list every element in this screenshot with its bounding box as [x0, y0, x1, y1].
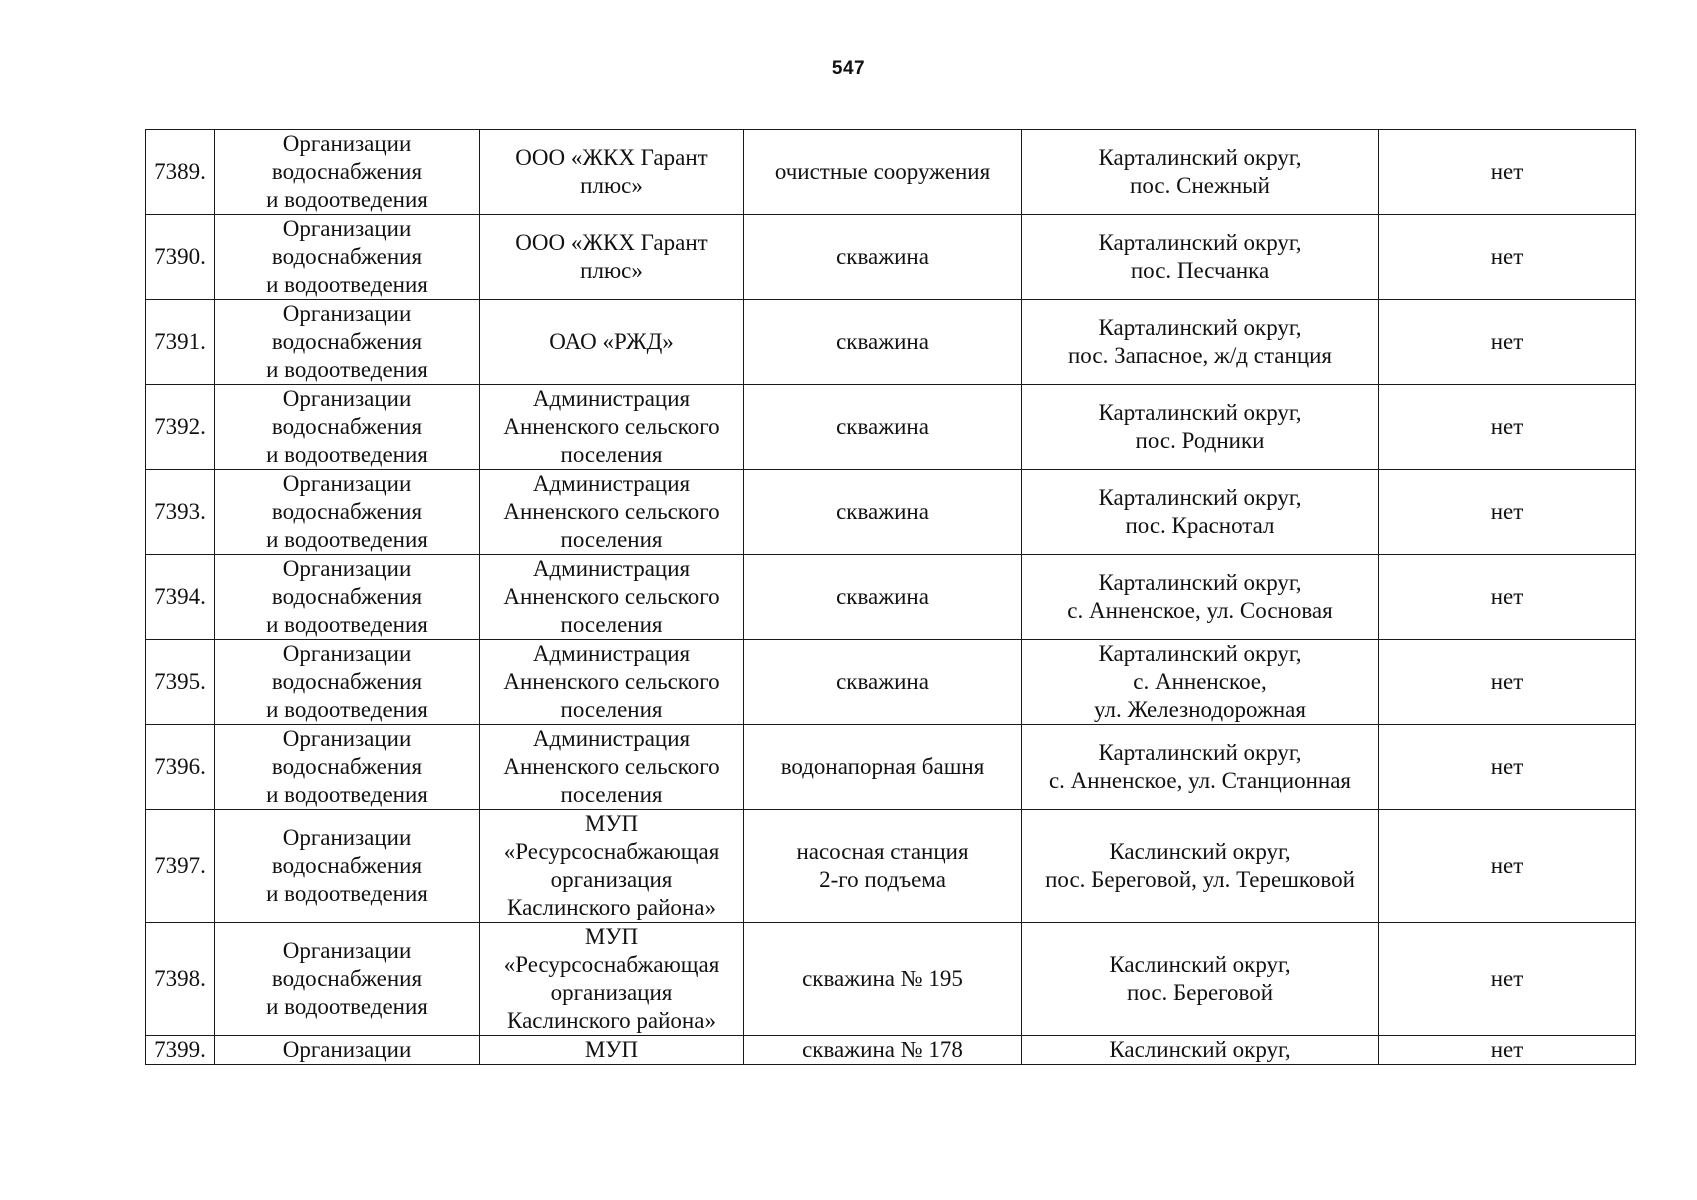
flag-cell: нет	[1379, 810, 1636, 923]
cell-text-line: скважина	[836, 584, 929, 609]
cell-text-line: Организации	[282, 131, 412, 156]
object-cell	[744, 810, 1022, 923]
cell-text-line: и водоотведения	[266, 272, 428, 297]
cell-text-line: Каслинский округ,	[1109, 952, 1291, 977]
object-cell	[744, 470, 1022, 555]
category-cell	[215, 385, 480, 470]
address-cell	[1022, 640, 1379, 725]
cell-text-line: с. Анненское,	[1133, 669, 1267, 694]
cell-text-line: водоснабжения	[271, 499, 423, 524]
flag-cell: нет	[1379, 130, 1636, 215]
row-number-cell: 7398.	[146, 923, 215, 1036]
table-row	[146, 555, 1636, 640]
category-cell	[215, 1036, 480, 1065]
category-cell	[215, 555, 480, 640]
row-number-cell: 7392.	[146, 385, 215, 470]
flag-cell: нет	[1379, 300, 1636, 385]
cell-text-line: водонапорная башня	[780, 754, 985, 779]
organization-cell	[480, 470, 744, 555]
cell-text-line: Анненского сельского	[503, 669, 720, 694]
cell-text-line: пос. Снежный	[1130, 173, 1270, 198]
cell-text-line: Карталинский округ,	[1098, 145, 1302, 170]
table-row	[146, 725, 1636, 810]
row-number-cell: 7393.	[146, 470, 215, 555]
row-number-cell: 7389.	[146, 130, 215, 215]
address-cell	[1022, 555, 1379, 640]
flag-cell: нет	[1379, 215, 1636, 300]
cell-text-line: поселения	[560, 782, 663, 807]
table-row	[146, 215, 1636, 300]
cell-text-line: скважина	[836, 414, 929, 439]
cell-text-line: пос. Краснотал	[1125, 513, 1275, 538]
address-cell	[1022, 130, 1379, 215]
flag-cell: нет	[1379, 725, 1636, 810]
cell-text-line: Организации	[282, 301, 412, 326]
organization-cell	[480, 810, 744, 923]
cell-text-line: скважина	[836, 499, 929, 524]
table-row	[146, 640, 1636, 725]
object-cell	[744, 923, 1022, 1036]
row-number-cell: 7395.	[146, 640, 215, 725]
cell-text-line: и водоотведения	[266, 442, 428, 467]
cell-text-line: Анненского сельского	[503, 414, 720, 439]
cell-text-line: Карталинский округ,	[1098, 400, 1302, 425]
organization-cell	[480, 923, 744, 1036]
cell-text-line: Администрация	[532, 556, 691, 581]
table-row	[146, 923, 1636, 1036]
cell-text-line: водоснабжения	[271, 329, 423, 354]
cell-text-line: поселения	[560, 442, 663, 467]
category-cell	[215, 810, 480, 923]
organization-cell	[480, 300, 744, 385]
category-cell	[215, 215, 480, 300]
table-row	[146, 130, 1636, 215]
cell-text-line: МУП	[584, 924, 639, 949]
table-row	[146, 470, 1636, 555]
cell-text-line: скважина	[836, 329, 929, 354]
cell-text-line: Организации	[282, 938, 412, 963]
address-cell	[1022, 470, 1379, 555]
cell-text-line: Организации	[282, 471, 412, 496]
category-cell	[215, 923, 480, 1036]
page-number: 547	[831, 58, 866, 79]
cell-text-line: скважина	[836, 669, 929, 694]
flag-cell: нет	[1379, 470, 1636, 555]
organization-cell	[480, 555, 744, 640]
object-cell	[744, 555, 1022, 640]
table-row	[146, 810, 1636, 923]
cell-text-line: Карталинский округ,	[1098, 570, 1302, 595]
cell-text-line: водоснабжения	[271, 966, 423, 991]
cell-text-line: Администрация	[532, 726, 691, 751]
table-row	[146, 1036, 1636, 1065]
cell-text-line: организация	[550, 980, 673, 1005]
row-number-cell: 7397.	[146, 810, 215, 923]
cell-text-line: «Ресурсоснабжающая	[503, 839, 720, 864]
cell-text-line: поселения	[560, 697, 663, 722]
cell-text-line: Каслинский округ,	[1109, 1037, 1291, 1062]
cell-text-line: Анненского сельского	[503, 584, 720, 609]
category-cell	[215, 130, 480, 215]
cell-text-line: пос. Запасное, ж/д станция	[1067, 343, 1333, 368]
cell-text-line: водоснабжения	[271, 244, 423, 269]
cell-text-line: поселения	[560, 612, 663, 637]
address-cell	[1022, 215, 1379, 300]
cell-text-line: с. Анненское, ул. Сосновая	[1067, 598, 1333, 623]
cell-text-line: водоснабжения	[271, 159, 423, 184]
organization-cell	[480, 640, 744, 725]
cell-text-line: очистные сооружения	[774, 159, 991, 184]
table-row	[146, 385, 1636, 470]
registry-table	[145, 129, 1636, 1065]
address-cell	[1022, 385, 1379, 470]
cell-text-line: пос. Песчанка	[1130, 258, 1270, 283]
cell-text-line: пос. Родники	[1135, 428, 1265, 453]
cell-text-line: Организации	[282, 556, 412, 581]
cell-text-line: скважина	[836, 244, 929, 269]
cell-text-line: и водоотведения	[266, 187, 428, 212]
cell-text-line: Администрация	[532, 471, 691, 496]
cell-text-line: «Ресурсоснабжающая	[503, 952, 720, 977]
cell-text-line: водоснабжения	[271, 669, 423, 694]
cell-text-line: Организации	[282, 1037, 412, 1062]
cell-text-line: Администрация	[532, 386, 691, 411]
organization-cell	[480, 215, 744, 300]
category-cell	[215, 470, 480, 555]
cell-text-line: Организации	[282, 726, 412, 751]
cell-text-line: Организации	[282, 825, 412, 850]
cell-text-line: и водоотведения	[266, 697, 428, 722]
cell-text-line: пос. Береговой, ул. Терешковой	[1045, 867, 1355, 892]
cell-text-line: Администрация	[532, 641, 691, 666]
address-cell	[1022, 923, 1379, 1036]
address-cell	[1022, 300, 1379, 385]
cell-text-line: и водоотведения	[266, 782, 428, 807]
object-cell	[744, 130, 1022, 215]
cell-text-line: Карталинский округ,	[1098, 230, 1302, 255]
cell-text-line: Организации	[282, 386, 412, 411]
cell-text-line: организация	[550, 867, 673, 892]
row-number-cell: 7394.	[146, 555, 215, 640]
row-number-cell: 7391.	[146, 300, 215, 385]
object-cell	[744, 215, 1022, 300]
cell-text-line: насосная станция	[796, 839, 969, 864]
address-cell	[1022, 725, 1379, 810]
cell-text-line: и водоотведения	[266, 527, 428, 552]
row-number-cell: 7390.	[146, 215, 215, 300]
object-cell	[744, 300, 1022, 385]
row-number-cell: 7399.	[146, 1036, 215, 1065]
cell-text-line: МУП	[584, 1037, 639, 1062]
cell-text-line: пос. Береговой	[1126, 980, 1274, 1005]
cell-text-line: скважина № 178	[802, 1037, 963, 1062]
cell-text-line: плюс»	[580, 258, 643, 283]
flag-cell: нет	[1379, 923, 1636, 1036]
cell-text-line: Карталинский округ,	[1098, 740, 1302, 765]
organization-cell	[480, 385, 744, 470]
address-cell	[1022, 1036, 1379, 1065]
cell-text-line: Каслинский округ,	[1109, 839, 1291, 864]
cell-text-line: водоснабжения	[271, 754, 423, 779]
cell-text-line: Анненского сельского	[503, 499, 720, 524]
cell-text-line: Организации	[282, 641, 412, 666]
cell-text-line: и водоотведения	[266, 994, 428, 1019]
object-cell	[744, 1036, 1022, 1065]
flag-cell: нет	[1379, 1036, 1636, 1065]
cell-text-line: ул. Железнодорожная	[1094, 697, 1306, 722]
organization-cell	[480, 130, 744, 215]
cell-text-line: поселения	[560, 527, 663, 552]
registry-table-body	[146, 130, 1636, 1065]
cell-text-line: Организации	[282, 216, 412, 241]
object-cell	[744, 385, 1022, 470]
cell-text-line: Каслинского района»	[507, 1008, 716, 1033]
cell-text-line: и водоотведения	[266, 357, 428, 382]
cell-text-line: Каслинского района»	[507, 895, 716, 920]
cell-text-line: 2-го подъема	[819, 867, 946, 892]
object-cell	[744, 725, 1022, 810]
row-number-cell: 7396.	[146, 725, 215, 810]
cell-text-line: водоснабжения	[271, 414, 423, 439]
category-cell	[215, 725, 480, 810]
cell-text-line: скважина № 195	[802, 966, 963, 991]
cell-text-line: водоснабжения	[271, 584, 423, 609]
cell-text-line: и водоотведения	[266, 881, 428, 906]
category-cell	[215, 640, 480, 725]
cell-text-line: водоснабжения	[271, 853, 423, 878]
cell-text-line: Анненского сельского	[503, 754, 720, 779]
cell-text-line: ОАО «РЖД»	[549, 329, 674, 354]
category-cell	[215, 300, 480, 385]
object-cell	[744, 640, 1022, 725]
cell-text-line: плюс»	[580, 173, 643, 198]
cell-text-line: ООО «ЖКХ Гарант	[515, 230, 708, 255]
cell-text-line: и водоотведения	[266, 612, 428, 637]
cell-text-line: ООО «ЖКХ Гарант	[515, 145, 708, 170]
cell-text-line: МУП	[584, 811, 639, 836]
flag-cell: нет	[1379, 385, 1636, 470]
cell-text-line: Карталинский округ,	[1098, 485, 1302, 510]
address-cell	[1022, 810, 1379, 923]
organization-cell	[480, 1036, 744, 1065]
cell-text-line: Карталинский округ,	[1098, 641, 1302, 666]
table-row	[146, 300, 1636, 385]
flag-cell: нет	[1379, 640, 1636, 725]
cell-text-line: Карталинский округ,	[1098, 315, 1302, 340]
cell-text-line: с. Анненское, ул. Станционная	[1048, 768, 1352, 793]
organization-cell	[480, 725, 744, 810]
flag-cell: нет	[1379, 555, 1636, 640]
